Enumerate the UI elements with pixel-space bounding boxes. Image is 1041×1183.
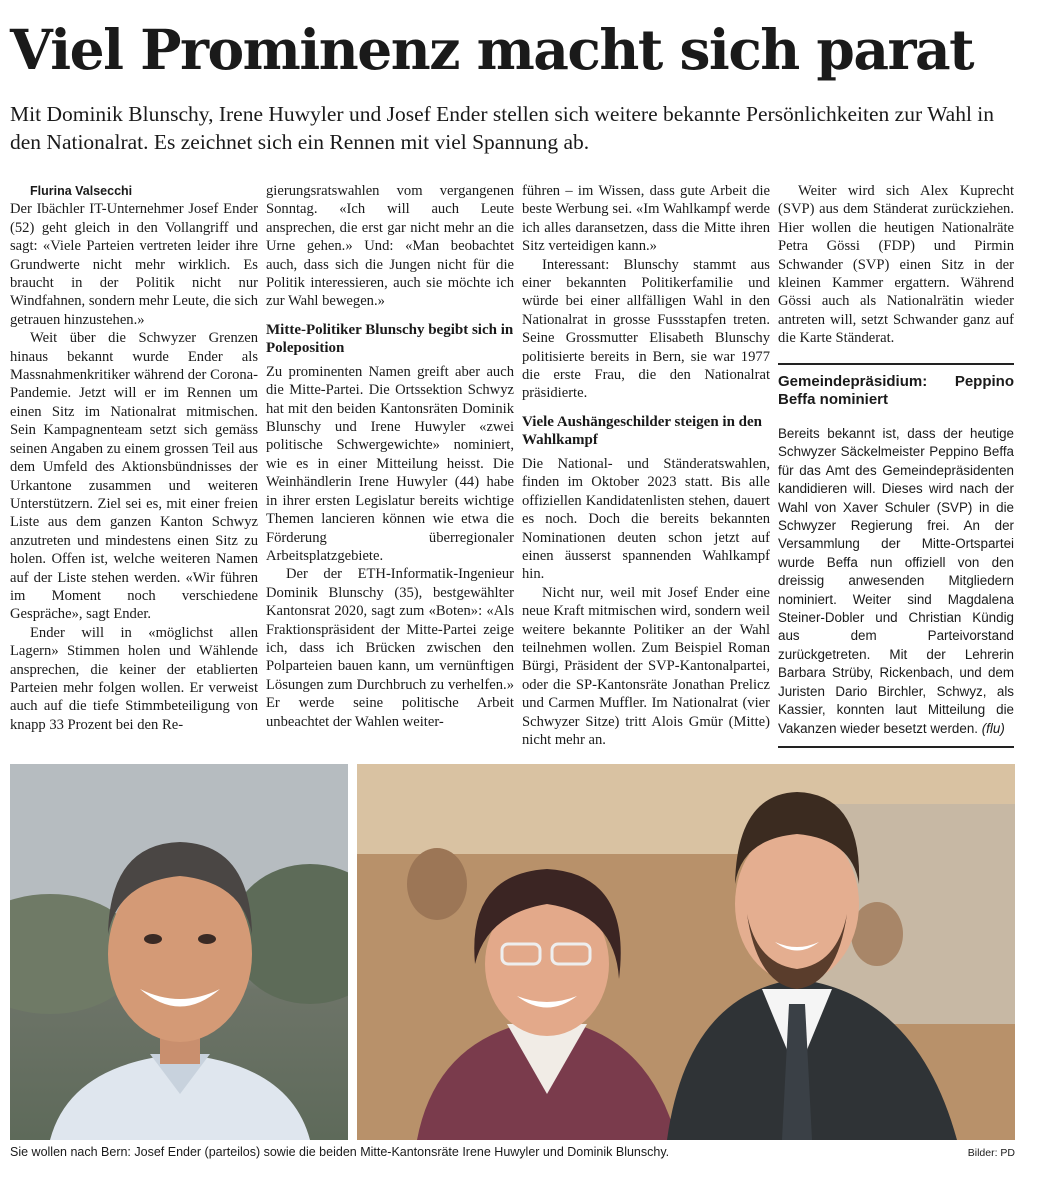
subheading: Mitte-Politiker Blunschy begibt sich in Poleposition: [266, 321, 514, 356]
paragraph: Der der ETH-Informatik-Ingenieur Dominik Blunschy (35), bestgewählter Kantonsrat 2020, sagt zum «Boten»: «Als Fraktionspräsident der Mitte-Partei zeige ich, dass ich Brücken zwischen den Polparteien bauen kann, um vernünftigen Lösungen zum Durchbruch zu verhelfen.» Er werde seine politische Arbeit unbeachtet der Wahlen weiter-: [266, 566, 514, 730]
sidebar-signature: (flu): [981, 720, 1005, 736]
paragraph: Weit über die Schwyzer Grenzen hinaus bekannt wurde Ender als Massnahmenkritiker während der Corona-Pandemie. Jetzt will er im Rennen um einen Sitz im Nationalrat mitmischen. Sein Kampagnenteam setzt sich gemäss seinen Angaben zu einem grossen Teil aus dem Umfeld des Aktionsbündnisses der Urkantone zusammen und weiteren Unterstützern. Ziel sei es, mit einer freien Liste aus dem ganzen Kanton Schwyz anzutreten und mindestens einen Sitz zu holen. Offen ist, welche weiteren Namen auf der Liste stehen werden. «Wir führen im Moment noch verschiedene Gespräche», sagt Ender.: [10, 330, 258, 623]
photo-josef-ender: [10, 764, 348, 1140]
paragraph: Nicht nur, weil mit Josef Ender eine neue Kraft mitmischen wird, sondern weil weitere bekannte Politiker an der Wahl teilnehmen wollen. Zum Beispiel Roman Bürgi, Präsident der SVP-Kantonalpartei, oder die SP-Kantonsräte Jonathan Prelicz und Carmen Muffler. Im Nationalrat (vier Schwyzer Sitze) tritt Alois Gmür (Mitte) nicht mehr an.: [522, 584, 770, 748]
paragraph: Die National- und Ständeratswahlen, finden im Oktober 2023 statt. Bis alle offiziellen Kandidatenlisten stehen, dauert es noch. Doch die bereits bekannten Nominationen deuten schon jetzt auf einen äusserst spannenden Wahlkampf hin.: [522, 455, 770, 583]
paragraph: Zu prominenten Namen greift aber auch die Mitte-Partei. Die Ortssektion Schwyz hat mit den beiden Kantonsräten Dominik Blunschy und Irene Huwyler «zwei politische Schwergewichte» nominiert, wie es in einer Mitteilung heisst. Die Weinhändlerin Irene Huwyler (44) habe in ihrer ersten Legislatur bereits wichtige Themen lancieren können wie etwa die Förderung überregionaler Arbeitsplatzgebiete.: [266, 363, 514, 564]
paragraph: Ender will in «möglichst allen Lagern» Stimmen holen und Wählende ansprechen, die keiner der etablierten Parteien mehr folgen wollen. Er verweist auch auf die tiefe Stimmbeteiligung von knapp 33 Prozent bei den Re-: [10, 624, 258, 733]
article-column-1: [10, 182, 258, 734]
paragraph: Interessant: Blunschy stammt aus einer bekannten Politikerfamilie und würde bei einer allfälligen Wahl in den Nationalrat in grosse Fussstapfen treten. Seine Grossmutter Elisabeth Blunschy politisierte bereits in Bern, sie war 1977 die erste Frau, die den Nationalrat präsidierte.: [522, 256, 770, 402]
subheading: Viele Aushängeschilder steigen in den Wahlkampf: [522, 413, 763, 448]
article-column-2: [266, 182, 514, 731]
photo-caption: Sie wollen nach Bern: Josef Ender (parteilos) sowie die beiden Mitte-Kantonsräte Irene Huwyler und Dominik Blunschy.: [10, 1145, 670, 1159]
photo-huwyler-blunschy: [357, 764, 1015, 1140]
paragraph: Weiter wird sich Alex Kuprecht (SVP) aus dem Ständerat zurückziehen. Hier wollen die heutigen Nationalräte Petra Gössi (FDP) und Pirmin Schwander (SVP) einen Sitz in der kleinen Kammer ergattern. Während Gössi auch als Nationalrätin wieder antreten will, setzt Schwander ganz auf die Karte Ständerat.: [778, 183, 1014, 347]
paragraph: Der Ibächler IT-Unternehmer Josef Ender (52) geht gleich in den Vollangriff und sagt: «Viele Parteien vertreten leider ihre Grundwerte nicht mehr wirklich. Es braucht in der Politik nicht nur Windfahnen, sondern mehr Leute, die sich getrauen hinzustehen.»: [10, 201, 258, 328]
sidebar-box: [778, 363, 1014, 748]
article-lead: Mit Dominik Blunschy, Irene Huwyler und Josef Ender stellen sich weitere bekannte Persönlichkeiten zur Wahl in den Nationalrat. Es zeichnet sich ein Rennen mit viel Spannung ab.: [10, 102, 995, 154]
paragraph: gierungsratswahlen vom vergangenen Sonntag. «Ich will auch Leute ansprechen, die erst gar nicht mehr an die Urne gehen.» Und: «Man beobachtet auch, dass sich die Jungen nicht für die Politik interessieren, auch sie möchte ich zur Wahl bewegen.»: [266, 183, 514, 310]
article-column-4: [778, 182, 1014, 348]
photo-credit: Bilder: PD: [967, 1147, 1015, 1159]
article-headline: Viel Prominenz macht sich parat: [10, 17, 974, 82]
author-byline: Flurina Valsecchi: [30, 184, 133, 198]
sidebar-title: Gemeindepräsidium: Peppino Beffa nominiert: [778, 373, 1014, 408]
article-column-3: [522, 182, 770, 749]
portrait-man-illustration: [10, 764, 348, 1140]
portrait-pair-illustration: [357, 764, 1015, 1140]
paragraph: führen – im Wissen, dass gute Arbeit die beste Werbung sei. «Im Wahlkampf werde ich alles daransetzen, dass die Mitte ihren Sitz verteidigen kann.»: [522, 183, 770, 255]
sidebar-text: Bereits bekannt ist, dass der heutige Schwyzer Säckelmeister Peppino Beffa für das Amt des Gemeindepräsidenten kandidieren will. Dieses wird nach der Wahl von Xaver Schuler (SVP) in die Schwyzer Regierung frei. An der Versammlung der Mitte-Ortspartei wurde Beffa nun offiziell von den dreissig anwesenden Mitgliedern nominiert. Weiter sind Magdalena Steiner-Dobler und Christian Kündig aus dem Parteivorstand zurückgetreten. Mit der Lehrerin Barbara Strüby, Rickenbach, und dem Juristen Dario Birchler, Schwyz, als Kassier, konnten laut Mitteilung die Vakanzen wieder besetzt werden.: [778, 426, 1014, 736]
